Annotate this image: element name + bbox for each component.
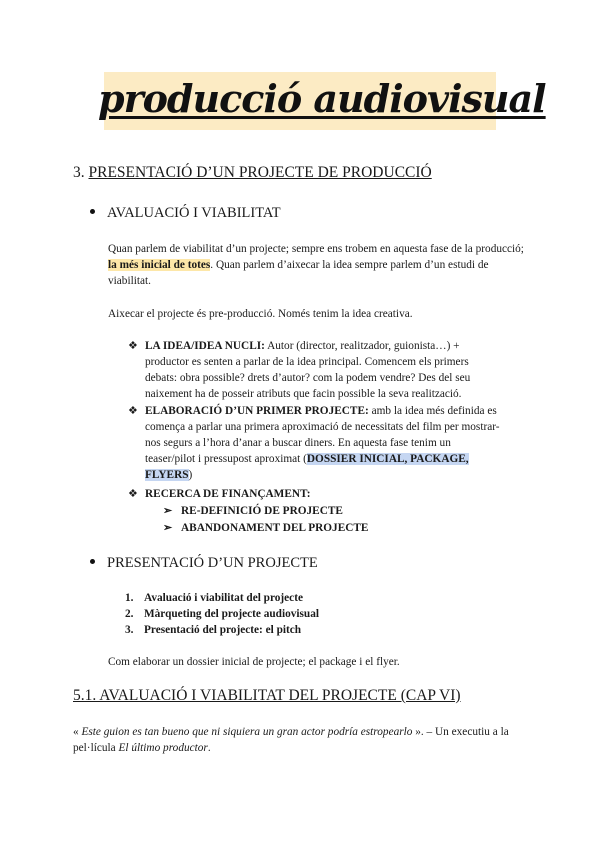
diamond-item-elaboracio-text: amb la idea més definida es comença a parlar una primera aproximació de necessitats del film per mostrar-nos segurs a l’hora d’anar a buscar diners. En aquesta fase tenim un teaser/pilot i pressupost aproximat ( <box>145 405 500 465</box>
sub-item-redefinicio-label: RE-DEFINICIÓ DE PROJECTE <box>181 505 343 517</box>
diamond-item-recerca <box>128 486 500 502</box>
quote-film-title: El último productor <box>118 742 208 754</box>
highlight-mes-inicial: la més inicial de totes <box>108 259 211 271</box>
diamond-item-elaboracio-end: ) <box>188 469 193 481</box>
arrow-bullet-icon: ➢ <box>163 522 173 534</box>
sub-item-redefinicio <box>163 503 343 519</box>
highlight-dossier-inicial: DOSSIER INICIAL, PACKAGE, FLYERS <box>145 453 469 481</box>
page-title: producció audiovisual <box>98 76 546 121</box>
quote-attribution: ». – Un executiu a la pel·lícula <box>73 726 509 754</box>
numbered-item <box>125 624 425 640</box>
bullet-avaluacio-label: AVALUACIÓ I VIABILITAT <box>107 205 281 221</box>
bullet-presentacio <box>90 555 318 572</box>
paragraph-viabilitat-text: Quan parlem de viabilitat d’un projecte; sempre ens trobem en aquesta fase de la producció; <box>108 243 524 255</box>
numbered-item-number: 2. <box>125 608 134 620</box>
section-5-1-title: 5.1. AVALUACIÓ I VIABILITAT DEL PROJECTE (CAP VI) <box>73 687 461 704</box>
diamond-bullet-icon: ❖ <box>128 340 138 352</box>
numbered-item-label: Màrqueting del projecte audiovisual <box>144 608 320 620</box>
paragraph-viabilitat <box>108 241 528 289</box>
diamond-bullet-icon: ❖ <box>128 405 138 417</box>
numbered-item <box>125 608 425 624</box>
numbered-item-number: 3. <box>125 624 134 636</box>
sub-list <box>163 503 463 537</box>
numbered-item-number: 1. <box>125 592 134 604</box>
numbered-item-label: Presentació del projecte: el pitch <box>144 624 302 636</box>
bullet-icon <box>90 209 95 214</box>
paragraph-dossier: Com elaborar un dossier inicial de projecte; el package i el flyer. <box>108 656 400 668</box>
diamond-list <box>128 338 500 518</box>
sub-item-abandonament-label: ABANDONAMENT DEL PROJECTE <box>181 522 369 534</box>
quote-end: . <box>207 742 211 754</box>
diamond-item-elaboracio-title: ELABORACIÓ D’UN PRIMER PROJECTE: <box>145 405 369 417</box>
numbered-item-label: Avaluació i viabilitat del projecte <box>144 592 303 604</box>
diamond-bullet-icon: ❖ <box>128 488 138 500</box>
paragraph-viabilitat-text-end: . Quan parlem d’aixecar la idea sempre parlem d’un estudi de viabilitat. <box>108 259 489 287</box>
paragraph-aixecar: Aixecar el projecte és pre-producció. Només tenim la idea creativa. <box>108 308 413 320</box>
diamond-item-idea <box>128 338 500 402</box>
bullet-icon <box>90 559 95 564</box>
section-5-1-heading <box>73 687 461 705</box>
diamond-item-recerca-title: RECERCA DE FINANÇAMENT: <box>145 488 311 500</box>
sub-item-abandonament <box>163 520 368 536</box>
section-3-heading <box>73 164 432 182</box>
diamond-item-idea-title: LA IDEA/IDEA NUCLI: <box>145 340 265 352</box>
quote-open: « <box>73 726 82 738</box>
section-3-number: 3. <box>73 164 85 181</box>
numbered-list <box>125 592 425 640</box>
quote-paragraph <box>73 724 528 756</box>
quote-text: Este guion es tan bueno que ni siquiera un gran actor podría estropearlo <box>81 726 413 738</box>
section-3-title: PRESENTACIÓ D’UN PROJECTE DE PRODUCCIÓ <box>88 164 432 181</box>
arrow-bullet-icon: ➢ <box>163 505 173 517</box>
diamond-item-elaboracio <box>128 403 500 483</box>
bullet-presentacio-label: PRESENTACIÓ D’UN PROJECTE <box>107 555 318 571</box>
numbered-item <box>125 592 425 608</box>
bullet-avaluacio <box>90 205 281 222</box>
diamond-item-idea-text: Autor (director, realitzador, guionista…) + productor es senten a parlar de la idea principal. Comencem els primers debats: obra possible? drets d’autor? com la podem vendre? Des del seu naixement ha de posseir atributs que facin possible la seva realització. <box>145 340 471 400</box>
